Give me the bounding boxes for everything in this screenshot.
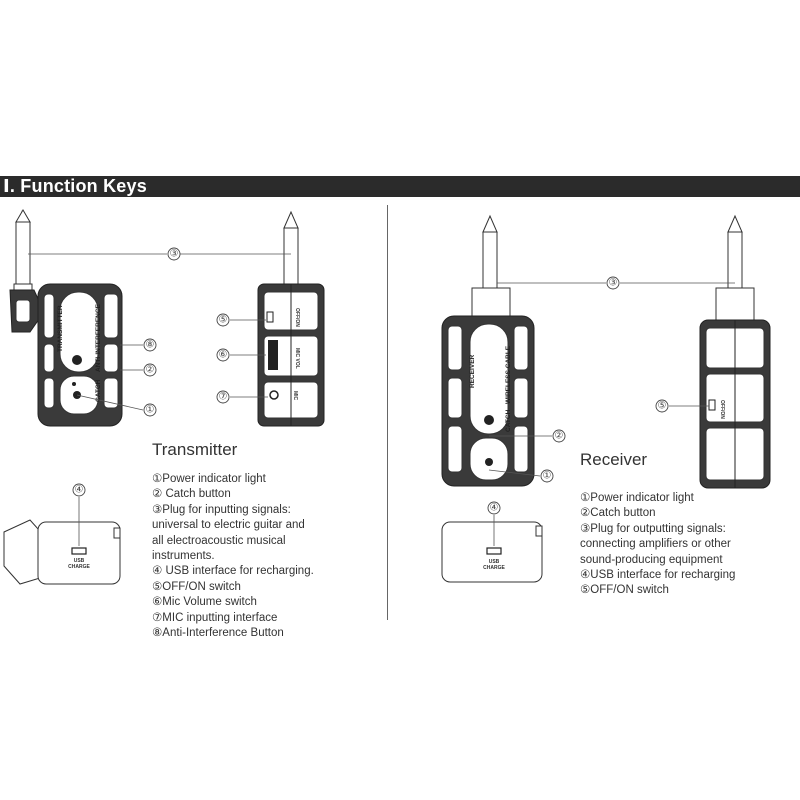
receiver-front-view bbox=[442, 216, 534, 486]
callout-1: ① bbox=[145, 404, 155, 416]
legend-item: ⑤OFF/ON switch bbox=[580, 584, 669, 597]
callout-4: ④ bbox=[74, 484, 84, 496]
callout-5: ⑤ bbox=[218, 314, 228, 326]
legend-item: ③Plug for inputting signals: bbox=[152, 503, 291, 516]
usb-label-line1: USB bbox=[73, 558, 85, 564]
callout-6: ⑥ bbox=[218, 349, 228, 361]
legend-item: universal to electric guitar and bbox=[152, 519, 305, 532]
receiver-usb-port bbox=[487, 548, 501, 554]
side-mic-vol-label: MIC VOL bbox=[294, 348, 300, 369]
transmitter-side-view bbox=[258, 212, 324, 426]
receiver-callout-2: ② bbox=[554, 430, 564, 442]
side-off-on-label: OFF/ON bbox=[294, 308, 300, 327]
transmitter-off-on-switch bbox=[267, 312, 273, 322]
receiver-callout-5: ⑤ bbox=[657, 400, 667, 412]
receiver-bottom-view bbox=[442, 522, 542, 582]
receiver-side-off-on-label: OFF/ON bbox=[719, 400, 725, 419]
receiver-usb-label-line1: USB bbox=[488, 559, 500, 565]
section-title: Ⅰ. Function Keys bbox=[3, 176, 147, 196]
legend-item: ④USB interface for recharging bbox=[580, 569, 736, 582]
transmitter-front-view bbox=[10, 210, 122, 426]
transmitter-bottom-view bbox=[4, 520, 120, 584]
receiver-off-on-switch bbox=[709, 400, 715, 410]
transmitter-body-label: TRANSMITTER bbox=[57, 305, 64, 352]
receiver-catch-body-label: CATCH bbox=[505, 409, 512, 432]
mic-volume-wheel bbox=[268, 340, 278, 370]
side-mic-label: MIC bbox=[292, 391, 298, 401]
legend-item: ⑥Mic Volume switch bbox=[152, 596, 257, 609]
legend-item: ①Power indicator light bbox=[152, 473, 266, 485]
transmitter-catch-body-label: CATCH bbox=[95, 379, 102, 402]
callout-2: ② bbox=[145, 364, 155, 376]
legend-item: sound-producing equipment bbox=[580, 553, 723, 566]
legend-item: ①Power indicator light bbox=[580, 492, 694, 504]
callout-8: ⑧ bbox=[145, 339, 155, 351]
receiver-catch-button bbox=[484, 415, 494, 425]
mic-input-jack bbox=[270, 391, 278, 399]
wireless-cable-body-label: WIRELESS CABLE bbox=[505, 345, 512, 404]
legend-item: ④ USB interface for recharging. bbox=[152, 565, 314, 578]
legend-item: instruments. bbox=[152, 550, 215, 563]
receiver-callout-3: ③ bbox=[608, 277, 618, 289]
legend-item: ⑦MIC inputting interface bbox=[152, 611, 278, 624]
transmitter-legend bbox=[152, 472, 314, 641]
receiver-heading: Receiver bbox=[580, 450, 648, 469]
receiver-body-label: RECEIVER bbox=[469, 354, 476, 388]
transmitter-usb-port bbox=[72, 548, 86, 554]
transmitter-heading: Transmitter bbox=[152, 440, 238, 459]
anti-interference-body-label: ANTI-INTERFERENCE bbox=[95, 304, 102, 372]
legend-item: ③Plug for outputting signals: bbox=[580, 522, 726, 535]
callout-7: ⑦ bbox=[218, 391, 228, 403]
legend-item: all electroacoustic musical bbox=[152, 534, 286, 547]
usb-label-line2: CHARGE bbox=[68, 564, 90, 570]
legend-item: ② Catch button bbox=[152, 488, 231, 501]
legend-item: ⑧Anti-Interference Button bbox=[152, 627, 284, 640]
receiver-side-view bbox=[700, 216, 770, 488]
legend-item: ⑤OFF/ON switch bbox=[152, 580, 241, 593]
receiver-power-light bbox=[485, 458, 493, 466]
callout-3: ③ bbox=[169, 248, 179, 260]
legend-item: connecting amplifiers or other bbox=[580, 538, 731, 551]
receiver-callout-4: ④ bbox=[489, 502, 499, 514]
receiver-legend bbox=[580, 491, 735, 599]
legend-item: ②Catch button bbox=[580, 507, 656, 520]
receiver-callout-1: ① bbox=[542, 470, 552, 482]
transmitter-catch-button bbox=[72, 355, 82, 365]
receiver-usb-label-line2: CHARGE bbox=[483, 565, 505, 571]
